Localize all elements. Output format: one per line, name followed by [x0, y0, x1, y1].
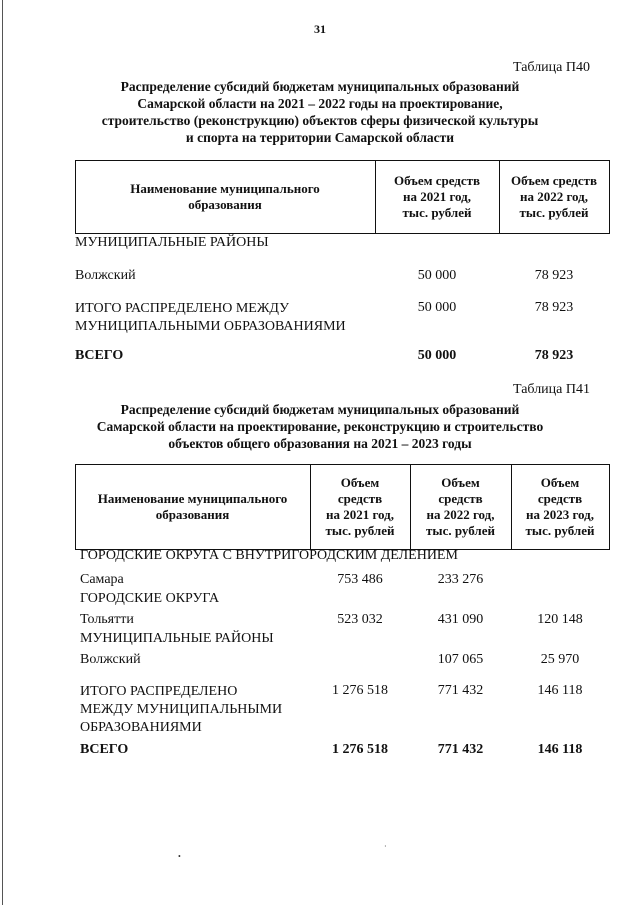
table1-header	[75, 160, 610, 234]
table1-border	[609, 161, 610, 233]
table1-total-distributed-2021: 50 000	[417, 300, 457, 315]
table1-grand-total-2022: 78 923	[534, 348, 574, 363]
table2-row-volzhsky-2023: 25 970	[540, 652, 580, 667]
table2-header-2023: Объем средств на 2023 год, тыс. рублей	[525, 475, 595, 538]
table2-row-togliatti-2022: 431 090	[437, 612, 484, 627]
table2-row-volzhsky-name: Волжский	[80, 652, 141, 667]
table2-title-line: объектов общего образования на 2021 – 2023 годы	[168, 436, 472, 451]
table2-grand-total-name: ВСЕГО	[80, 742, 129, 757]
table1-title	[80, 78, 560, 146]
table2-total-distributed-name: ИТОГО РАСПРЕДЕЛЕНО МЕЖДУ МУНИЦИПАЛЬНЫМИ ОБРАЗОВАНИЯМИ	[80, 684, 283, 735]
page-number: 31	[314, 22, 326, 36]
table2-row-samara-2022: 233 276	[437, 572, 484, 587]
table2-section-urban-districts: ГОРОДСКИЕ ОКРУГА	[80, 591, 220, 606]
table1-total-distributed-2022: 78 923	[534, 300, 574, 315]
table1-grand-total-name: ВСЕГО	[75, 348, 124, 363]
table2-row-samara-2021: 753 486	[337, 572, 383, 587]
table1-header-2022: Объем средств на 2022 год, тыс. рублей	[510, 173, 598, 220]
scan-speck: ·	[384, 842, 387, 851]
table2-title-line: Распределение субсидий бюджетам муниципальных образований	[120, 402, 520, 417]
scan-edge-line	[2, 0, 3, 905]
table1-row-2021: 50 000	[417, 268, 457, 283]
table2-header-2022: Объем средств на 2022 год, тыс. рублей	[426, 475, 495, 538]
table2-grand-total-2022: 771 432	[437, 742, 484, 757]
table2-row-togliatti-2021: 523 032	[337, 612, 383, 627]
table1-total-distributed-name: ИТОГО РАСПРЕДЕЛЕНО МЕЖДУ МУНИЦИПАЛЬНЫМИ ОБРАЗОВАНИЯМИ	[75, 301, 346, 334]
table2-grand-total-2023: 146 118	[537, 742, 583, 757]
table2-total-distributed-2021: 1 276 518	[332, 683, 388, 698]
table1-title-line: Самарской области на 2021 – 2022 годы на проектирование,	[137, 96, 503, 111]
table2-row-togliatti-2023: 120 148	[537, 612, 583, 627]
table2-total-distributed-2022: 771 432	[437, 683, 484, 698]
table2-row-samara-name: Самара	[80, 572, 124, 587]
scan-speck: •	[178, 852, 181, 861]
table1-title-line: и спорта на территории Самарской области	[185, 130, 455, 145]
table2-row-volzhsky-2022: 107 065	[437, 652, 484, 667]
table1-section-municipal-districts: МУНИЦИПАЛЬНЫЕ РАЙОНЫ	[75, 235, 269, 250]
table2-header-name: Наименование муниципального образования	[97, 491, 288, 522]
table2-title-line: Самарской области на проектирование, реконструкцию и строительство	[96, 419, 544, 434]
table2-grand-total-2021: 1 276 518	[332, 742, 388, 757]
table1-grand-total-2021: 50 000	[417, 348, 457, 363]
table1-title-line: строительство (реконструкцию) объектов сферы физической культуры	[101, 113, 539, 128]
table2-title	[80, 401, 560, 452]
table2-header	[75, 464, 610, 550]
table2-header-2021: Объем средств на 2021 год, тыс. рублей	[325, 475, 395, 538]
table2-row-togliatti-name: Тольятти	[80, 612, 134, 627]
table2-border	[609, 465, 610, 549]
table1-header-name: Наименование муниципального образования	[130, 181, 320, 212]
table1-header-2021: Объем средств на 2021 год, тыс. рублей	[393, 173, 481, 220]
table2-section-urban-districts-div: ГОРОДСКИЕ ОКРУГА С ВНУТРИГОРОДСКИМ ДЕЛЕНИЕМ	[80, 548, 458, 563]
table1-title-line: Распределение субсидий бюджетам муниципальных образований	[120, 79, 520, 94]
table2-total-distributed-2023: 146 118	[537, 683, 583, 698]
table2-label: Таблица П41	[513, 382, 590, 397]
table1-row-name: Волжский	[75, 268, 136, 283]
table1-label: Таблица П40	[513, 60, 590, 75]
table2-section-municipal-districts: МУНИЦИПАЛЬНЫЕ РАЙОНЫ	[80, 631, 274, 646]
table1-row-2022: 78 923	[534, 268, 574, 283]
